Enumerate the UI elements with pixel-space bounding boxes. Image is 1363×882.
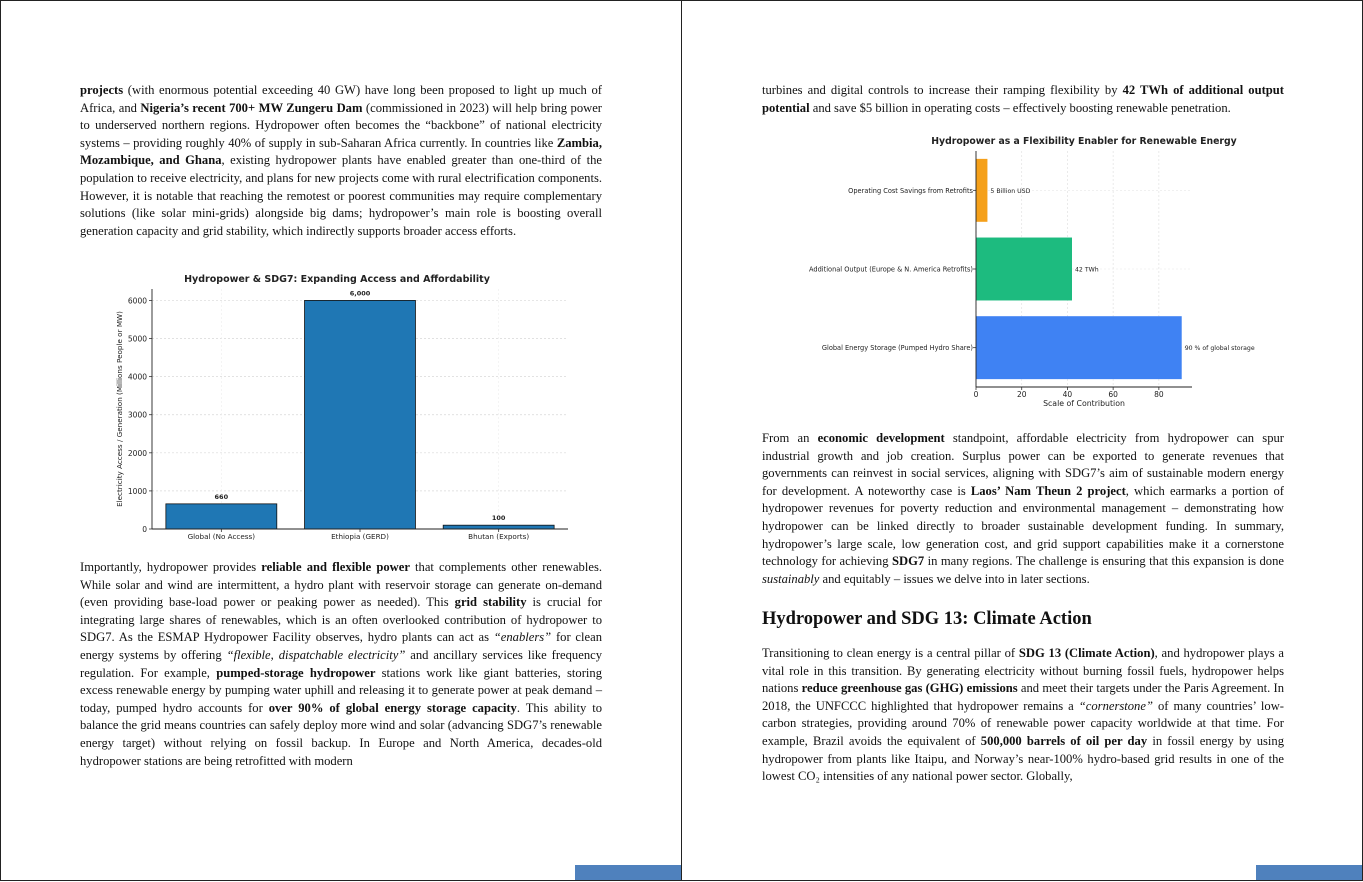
y-tick-label: Global Energy Storage (Pumped Hydro Share) xyxy=(821,344,973,353)
x-tick-label: Ethiopia (GERD) xyxy=(331,532,389,541)
y-axis-title: Electricity Access / Generation (Millions People or MW) xyxy=(115,311,124,507)
text-run: is crucial for integrating large shares of renewables, which is an often overlooked contribution of hydropower to SDG7. As the ESMAP Hydropower Facility observes, hydro plants can act as xyxy=(80,595,602,645)
text-run: . This ability to balance the grid means countries can safely deploy more wind and solar (advancing SDG7’s renewable energy target) without relying on fossil backup. In Europe and North America, decades-old hydropower stations are being retrofitted with modern xyxy=(80,700,602,768)
chart-flexibility-enabler-svg xyxy=(763,131,1285,416)
bold-phrase: economic development xyxy=(817,431,945,445)
bold-phrase: Nigeria’s recent 700+ MW Zungeru Dam xyxy=(140,100,363,115)
x-tick-label: 40 xyxy=(1062,390,1073,399)
y-tick-label: Additional Output (Europe & N. America Retrofits) xyxy=(809,265,973,274)
text-run: (with enormous potential exceeding 40 GW) have long been proposed to light up much of Africa, and xyxy=(80,83,602,115)
x-tick-label: 0 xyxy=(973,390,979,399)
bold-phrase: grid stability xyxy=(454,595,527,610)
bold-phrase: reliable and flexible power xyxy=(261,560,410,574)
right-page xyxy=(681,0,1363,881)
paragraph-flexible-power xyxy=(80,559,602,770)
x-axis-title: Scale of Contribution xyxy=(1043,399,1125,408)
bold-phrase: SDG 13 (Climate Action) xyxy=(1018,646,1155,660)
text-run: turbines and digital controls to increase their ramping flexibility by xyxy=(762,83,1123,97)
bold-phrase: over 90% of global energy storage capacity xyxy=(268,700,517,715)
y-tick-label: 4000 xyxy=(127,372,147,382)
x-tick-label: 80 xyxy=(1154,390,1164,399)
text-run: (commissioned in 2023) will help bring power to underserved northern regions. Hydropower often becomes the “backbone” of national electricity systems – providing roughly 40% of supply in sub-Saharan Africa currently. In countries like xyxy=(80,100,603,150)
text-run: stations work like giant batteries, storing excess renewable energy by pumping water uphill and releasing it to generate power at peak demand – today, pumped hydro accounts for xyxy=(80,665,602,715)
text-run: From an xyxy=(762,431,818,445)
italic-phrase: sustainably xyxy=(762,571,820,586)
x-tick-label: 60 xyxy=(1108,390,1118,399)
y-tick-label: 0 xyxy=(142,525,147,534)
bar-data-label: 660 xyxy=(214,492,229,501)
bar xyxy=(976,159,987,222)
text-run: standpoint, affordable electricity from hydropower can spur industrial growth and job creation. Surplus power can be exported to generate revenues that governments can reinvest in social services, aligning with SDG7’s aim of sustainable modern energy for development. A noteworthy case is xyxy=(762,431,1284,498)
page-footer-bar xyxy=(1256,865,1362,880)
bold-phrase: 500,000 barrels of oil per day xyxy=(980,733,1148,748)
paragraph-retrofits xyxy=(762,82,1284,117)
bold-phrase: projects xyxy=(80,83,124,97)
italic-phrase: “cornerstone” xyxy=(1078,698,1153,713)
x-tick-label: Global (No Access) xyxy=(187,532,256,541)
italic-phrase: “flexible, dispatchable electricity” xyxy=(226,647,406,662)
text-run: , existing hydropower plants have enabled greater than one-third of the population to receive electricity, and plans for new projects come with rural electrification components. However, it is notable that reaching the remotest or poorest communities may require complementary solutions (like solar mini-grids) alongside big dams; hydropower’s main role is boosting overall generation capacity and grid stability, which indirectly supports broader access efforts. xyxy=(80,153,602,238)
italic-phrase: “enablers” xyxy=(493,630,552,645)
text-run: that complements other renewables. While solar and wind are intermittent, a hydro plant with reservoir storage can generate on-demand (even providing base-load power or peaking power as needed). This xyxy=(80,560,602,610)
y-tick-label: Operating Cost Savings from Retrofits xyxy=(848,186,973,195)
bar-data-label: 6,000 xyxy=(349,289,371,298)
text-run: Transitioning to clean energy is a central pillar of xyxy=(762,646,1019,660)
text-run: and ancillary services like frequency regulation. For example, xyxy=(80,647,602,680)
y-tick-label: 3000 xyxy=(127,410,147,420)
chart-flexibility-enabler xyxy=(763,131,1285,416)
bold-phrase: reduce greenhouse gas (GHG) emissions xyxy=(801,681,1018,696)
chart-title: Hydropower as a Flexibility Enabler for Renewable Energy xyxy=(931,136,1237,147)
text-run: and equitably – issues we delve into in later sections. xyxy=(819,571,1090,586)
text-run: , and hydropower plays a vital role in this transition. By generating electricity without burning fossil fuels, hydropower helps nations xyxy=(762,646,1285,696)
left-page xyxy=(0,0,682,881)
chart-sdg7-access-svg xyxy=(81,269,601,544)
bar xyxy=(305,300,416,529)
text-run: and meet their targets under the Paris Agreement. In 2018, the UNFCCC highlighted that hydropower remains a xyxy=(762,681,1284,713)
bold-phrase: Laos’ Nam Theun 2 project xyxy=(970,483,1126,498)
paragraph-access xyxy=(80,82,602,240)
text-run: , which earmarks a portion of hydropower revenues for poverty reduction and environmental management – demonstrating how hydropower can be linked directly to broader sustainable development funding. In summary, hydropower’s large scale, low generation cost, and grid support capabilities make it a cornerstone technology for achieving xyxy=(762,483,1285,569)
bold-phrase: SDG7 xyxy=(891,554,925,569)
text-run: in many regions. The challenge is ensuring that this expansion is done xyxy=(924,554,1284,569)
bar xyxy=(976,238,1072,301)
bold-phrase: 42 TWh of additional output potential xyxy=(762,83,1284,115)
page-footer-bar xyxy=(575,865,681,880)
bar-data-label: 42 TWh xyxy=(1075,266,1099,274)
y-tick-label: 5000 xyxy=(127,334,147,344)
bar-data-label: 90 % of global storage xyxy=(1184,345,1255,353)
paragraph-economic-development xyxy=(762,430,1284,588)
paragraph-climate-action xyxy=(762,645,1284,786)
text-run: in fossil energy by using hydropower from plants like Itaipu, and Norway’s near-100% hydro-based grid results in one of the lowest CO₂ intensities of any national power sector. Globally, xyxy=(762,733,1284,784)
chart-sdg7-access xyxy=(81,269,601,544)
y-tick-label: 6000 xyxy=(127,296,147,306)
bar xyxy=(166,504,277,529)
bold-phrase: pumped-storage hydropower xyxy=(216,665,376,680)
text-run: of many countries’ low-carbon strategies, providing around 70% of renewable power capacity worldwide at that time. For example, Brazil avoids the equivalent of xyxy=(762,698,1284,748)
text-run: Importantly, hydropower provides xyxy=(80,560,262,574)
x-tick-label: Bhutan (Exports) xyxy=(468,532,530,541)
y-tick-label: 1000 xyxy=(127,486,147,496)
x-tick-label: 20 xyxy=(1016,390,1027,399)
text-run: and save $5 billion in operating costs – effectively boosting renewable penetration. xyxy=(809,100,1231,115)
y-tick-label: 2000 xyxy=(127,448,147,458)
text-run: for clean energy systems by offering xyxy=(80,630,602,662)
bar-data-label: 5 Billion USD xyxy=(990,187,1031,195)
bold-phrase: Zambia, Mozambique, and Ghana xyxy=(80,135,602,168)
bar xyxy=(443,525,554,529)
section-heading-sdg13: Hydropower and SDG 13: Climate Action xyxy=(762,609,1092,629)
bar-data-label: 100 xyxy=(491,514,506,523)
chart-title: Hydropower & SDG7: Expanding Access and Affordability xyxy=(184,274,490,285)
bar xyxy=(976,316,1182,379)
